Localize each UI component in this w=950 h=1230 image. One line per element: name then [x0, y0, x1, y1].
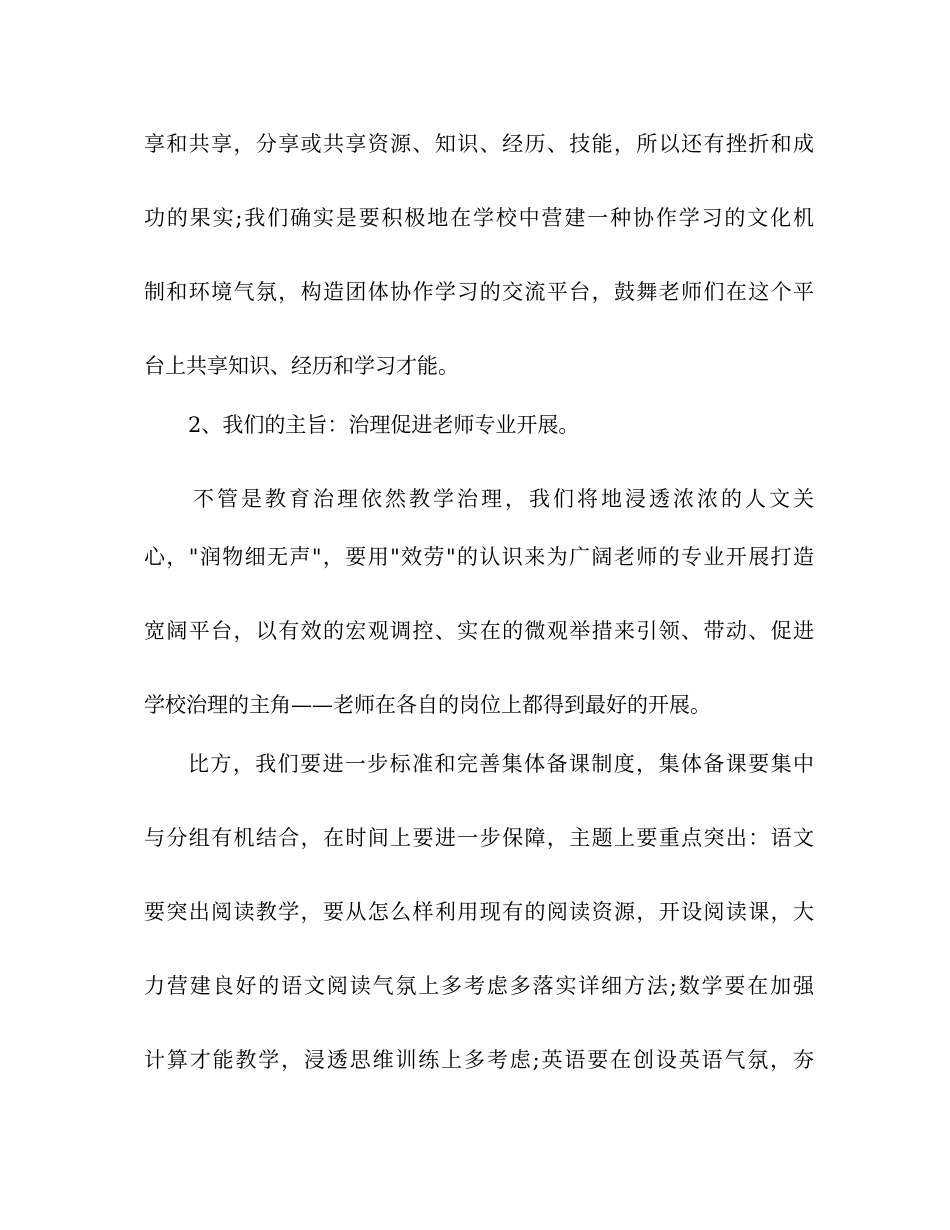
paragraph-line: 与分组有机结合，在时间上要进一步保障，主题上要重点突出：语文: [144, 826, 814, 850]
paragraph-line: 学校治理的主角——老师在各自的岗位上都得到最好的开展。: [144, 693, 711, 717]
paragraph-line: 制和环境气氛，构造团体协作学习的交流平台，鼓舞老师们在这个平: [144, 280, 814, 304]
paragraph-line: 台上共享知识、经历和学习才能。: [144, 354, 459, 378]
paragraph-line: 计算才能教学，浸透思维训练上多考虑;英语要在创设英语气氛，夯: [144, 1048, 814, 1072]
paragraph-line: 享和共享，分享或共享资源、知识、经历、技能，所以还有挫折和成: [144, 132, 814, 156]
paragraph-line: 力营建良好的语文阅读气氛上多考虑多落实详细方法;数学要在加强: [144, 974, 814, 998]
paragraph-line: 比方，我们要进一步标准和完善集体备课制度，集体备课要集中: [188, 752, 814, 776]
paragraph-line: 功的果实;我们确实是要积极地在学校中营建一种协作学习的文化机: [144, 206, 814, 230]
paragraph-line: 宽阔平台，以有效的宏观调控、实在的微观举措来引领、带动、促进: [144, 619, 814, 643]
section-heading: 2、我们的主旨：治理促进老师专业开展。: [188, 413, 580, 437]
paragraph-line: 心，"润物细无声"，要用"效劳"的认识来为广阔老师的专业开展打造: [144, 545, 814, 569]
paragraph-line: 不管是教育治理依然教学治理，我们将地浸透浓浓的人文关: [193, 487, 814, 511]
paragraph-line: 要突出阅读教学，要从怎么样利用现有的阅读资源，开设阅读课，大: [144, 900, 814, 924]
